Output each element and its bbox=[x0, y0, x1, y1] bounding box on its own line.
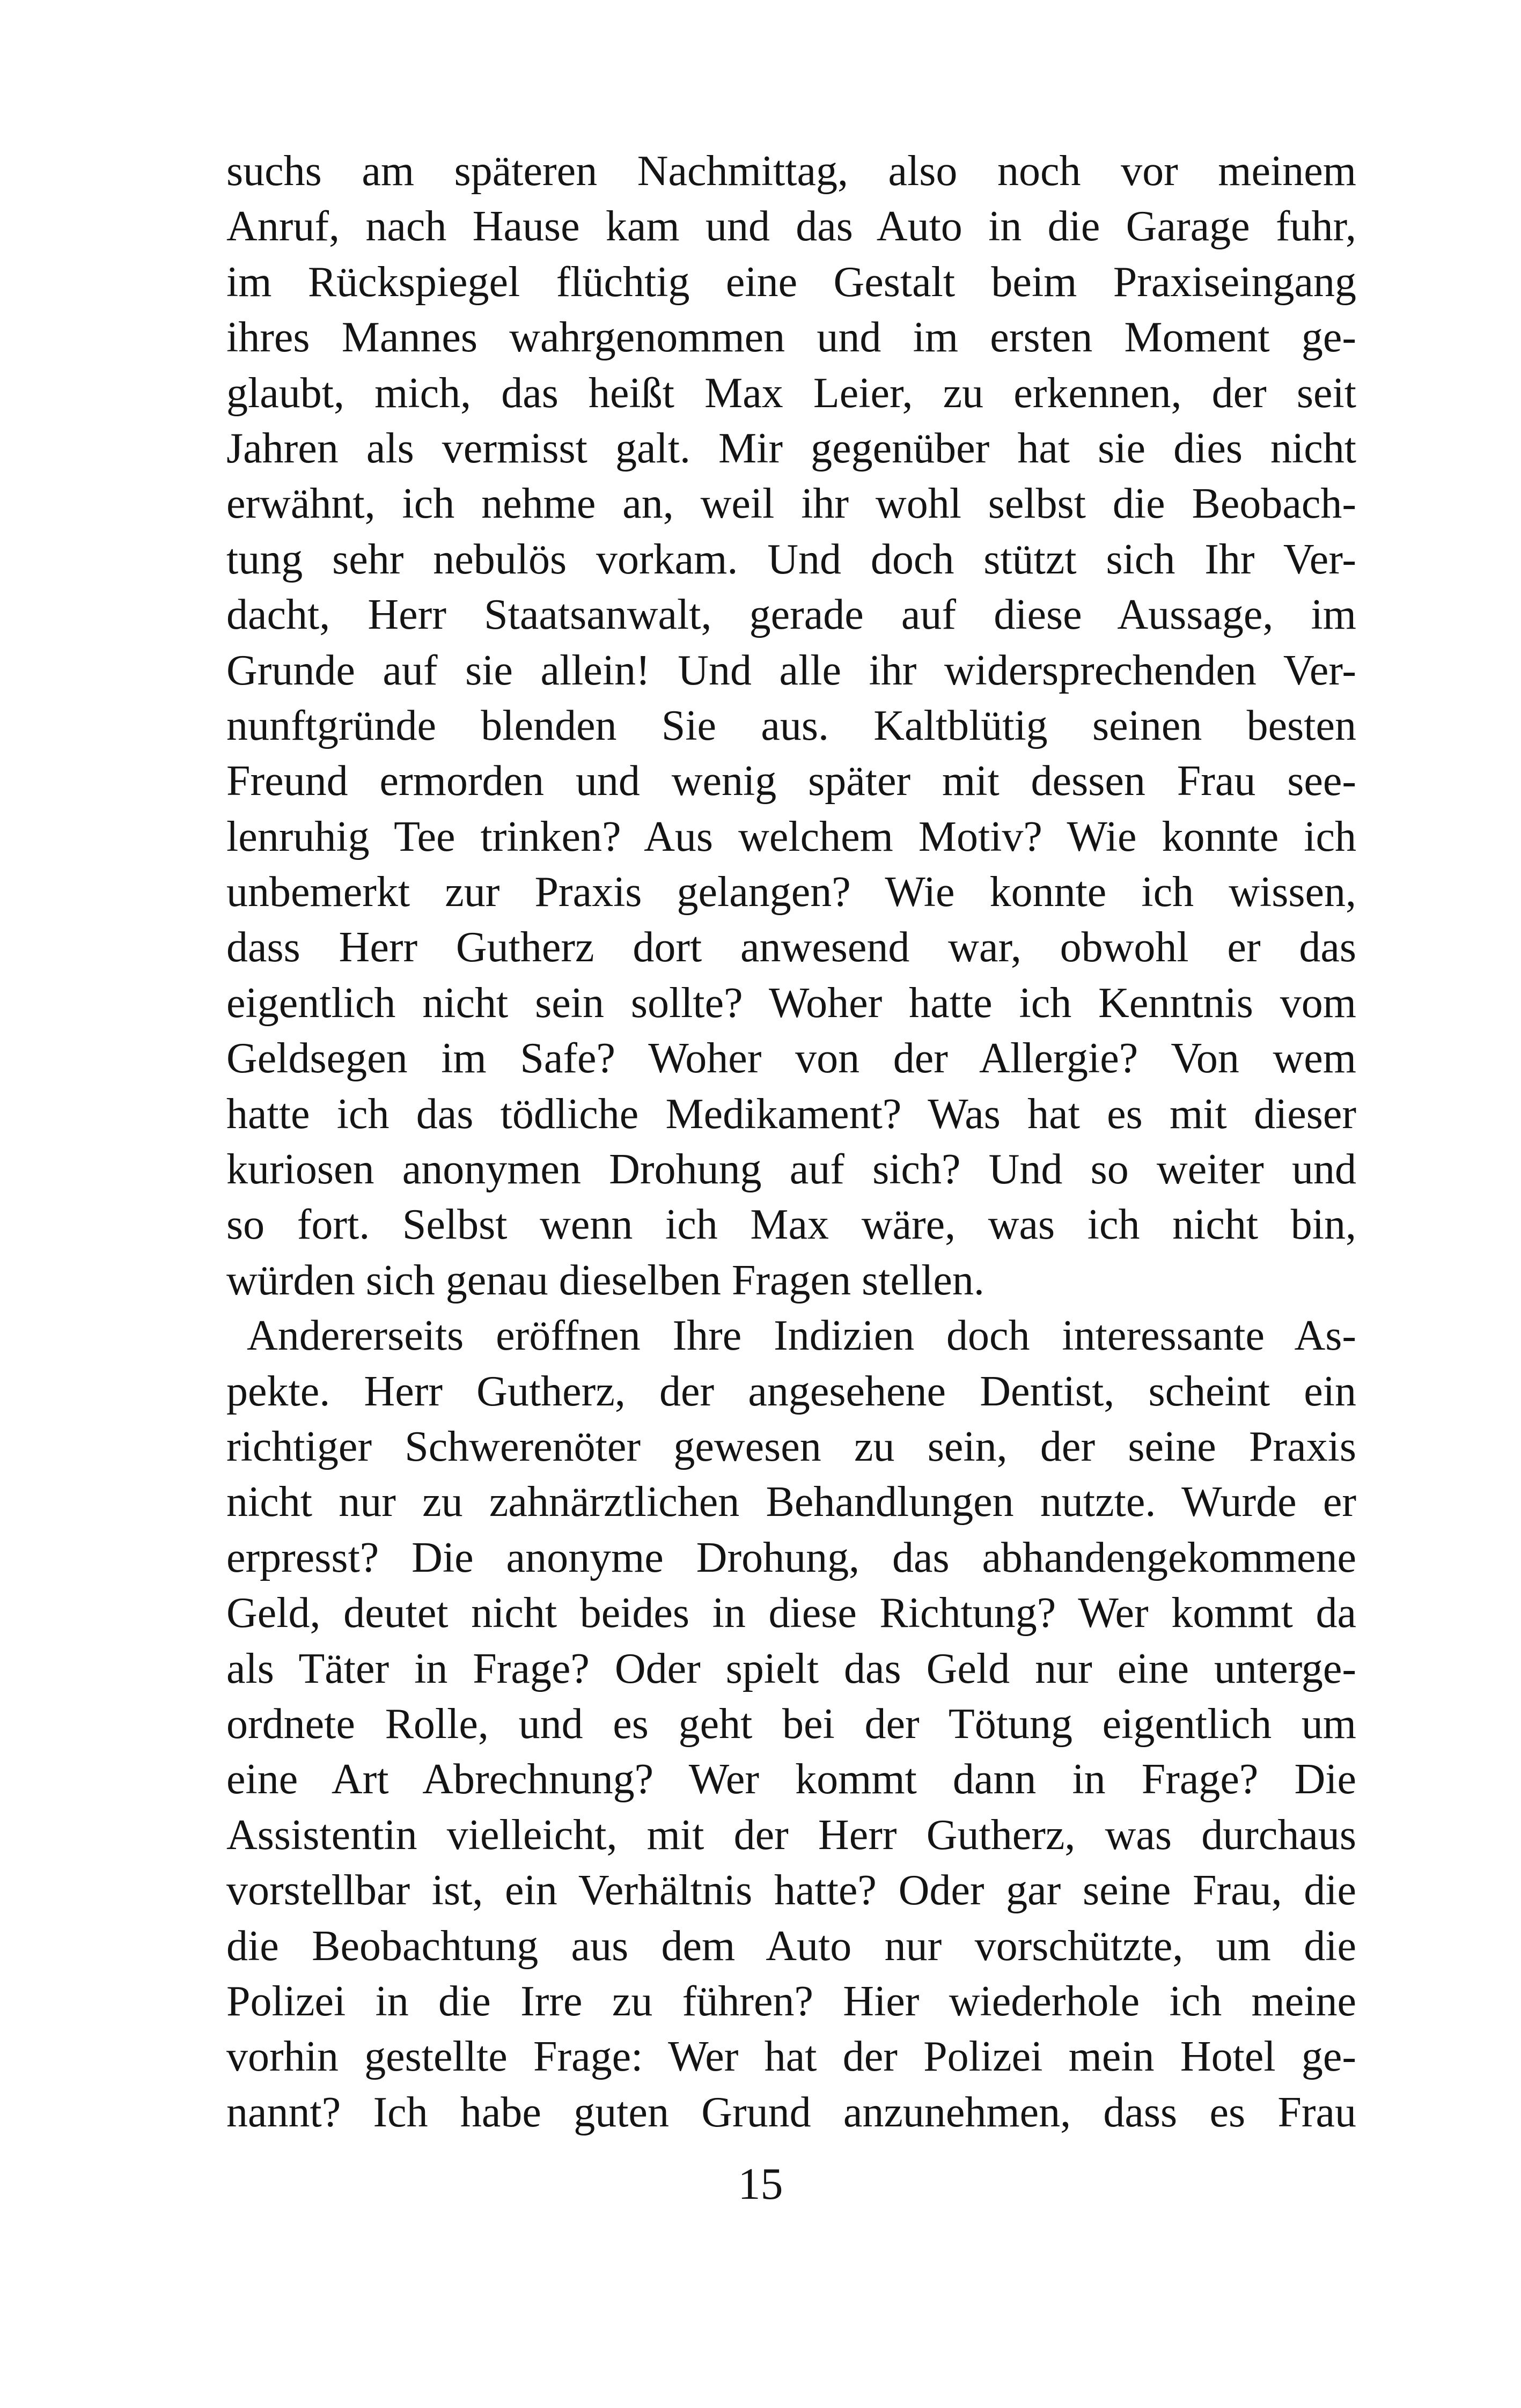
text-line: dacht, Herr Staatsanwalt, gerade auf diese Aussage, im bbox=[226, 591, 1356, 639]
text-line: nannt? Ich habe guten Grund anzunehmen, dass es Frau bbox=[226, 2088, 1356, 2136]
paragraph-2 bbox=[226, 1308, 1356, 2140]
text-line: erpresst? Die anonyme Drohung, das abhandengekommene bbox=[226, 1534, 1356, 1581]
text-line: dass Herr Gutherz dort anwesend war, obwohl er das bbox=[226, 924, 1356, 971]
text-line: nunftgründe blenden Sie aus. Kaltblütig seinen besten bbox=[226, 702, 1356, 749]
text-line: hatte ich das tödliche Medikament? Was hat es mit dieser bbox=[226, 1090, 1356, 1138]
text-line: richtiger Schwerenöter gewesen zu sein, der seine Praxis bbox=[226, 1423, 1356, 1470]
text-line: als Täter in Frage? Oder spielt das Geld nur eine unterge- bbox=[226, 1645, 1356, 1692]
text-line: Geld, deutet nicht beides in diese Richtung? Wer kommt da bbox=[226, 1589, 1356, 1637]
text-line: im Rückspiegel flüchtig eine Gestalt beim Praxiseingang bbox=[226, 258, 1356, 306]
text-line: pekte. Herr Gutherz, der angesehene Dentist, scheint ein bbox=[226, 1367, 1356, 1415]
text-line: suchs am späteren Nachmittag, also noch vor meinem bbox=[226, 148, 1356, 195]
text-line: vorhin gestellte Frage: Wer hat der Polizei mein Hotel ge- bbox=[226, 2033, 1356, 2081]
text-line: so fort. Selbst wenn ich Max wäre, was ich nicht bin, bbox=[226, 1201, 1356, 1249]
text-line: ihres Mannes wahrgenommen und im ersten Moment ge- bbox=[226, 314, 1356, 362]
text-line: die Beobachtung aus dem Auto nur vorschützte, um die bbox=[226, 1922, 1356, 1970]
page-number: 15 bbox=[738, 2159, 783, 2209]
text-line: würden sich genau dieselben Fragen stellen. bbox=[226, 1256, 984, 1304]
text-line: tung sehr nebulös vorkam. Und doch stützt sich Ihr Ver- bbox=[226, 535, 1356, 583]
text-line: ordnete Rolle, und es geht bei der Tötung eigentlich um bbox=[226, 1700, 1356, 1748]
text-line: Anruf, nach Hause kam und das Auto in die Garage fuhr, bbox=[226, 203, 1356, 251]
text-line: erwähnt, ich nehme an, weil ihr wohl selbst die Beobach- bbox=[226, 480, 1356, 528]
text-line: nicht nur zu zahnärztlichen Behandlungen nutzte. Wurde er bbox=[226, 1478, 1356, 1526]
text-line: unbemerkt zur Praxis gelangen? Wie konnte ich wissen, bbox=[226, 868, 1356, 916]
text-line: Freund ermorden und wenig später mit dessen Frau see- bbox=[226, 757, 1356, 805]
text-line: vorstellbar ist, ein Verhältnis hatte? Oder gar seine Frau, die bbox=[226, 1867, 1356, 1914]
paragraph-1 bbox=[226, 144, 1356, 1308]
text-line: lenruhig Tee trinken? Aus welchem Motiv? Wie konnte ich bbox=[226, 813, 1356, 860]
text-line: Polizei in die Irre zu führen? Hier wiederhole ich meine bbox=[226, 1977, 1356, 2025]
text-line: eine Art Abrechnung? Wer kommt dann in Frage? Die bbox=[226, 1756, 1356, 1803]
body-text bbox=[226, 144, 1356, 2140]
text-line: eigentlich nicht sein sollte? Woher hatte ich Kenntnis vom bbox=[226, 979, 1356, 1027]
text-line: kuriosen anonymen Drohung auf sich? Und so weiter und bbox=[226, 1146, 1356, 1194]
text-line: Jahren als vermisst galt. Mir gegenüber hat sie dies nicht bbox=[226, 424, 1356, 472]
text-line: Andererseits eröffnen Ihre Indizien doch interessante As- bbox=[247, 1312, 1356, 1360]
text-line: Grunde auf sie allein! Und alle ihr widersprechenden Ver- bbox=[226, 646, 1356, 694]
text-line: Geldsegen im Safe? Woher von der Allergie? Von wem bbox=[226, 1035, 1356, 1083]
text-line: Assistentin vielleicht, mit der Herr Gutherz, was durchaus bbox=[226, 1811, 1356, 1859]
text-line: glaubt, mich, das heißt Max Leier, zu erkennen, der seit bbox=[226, 369, 1356, 417]
